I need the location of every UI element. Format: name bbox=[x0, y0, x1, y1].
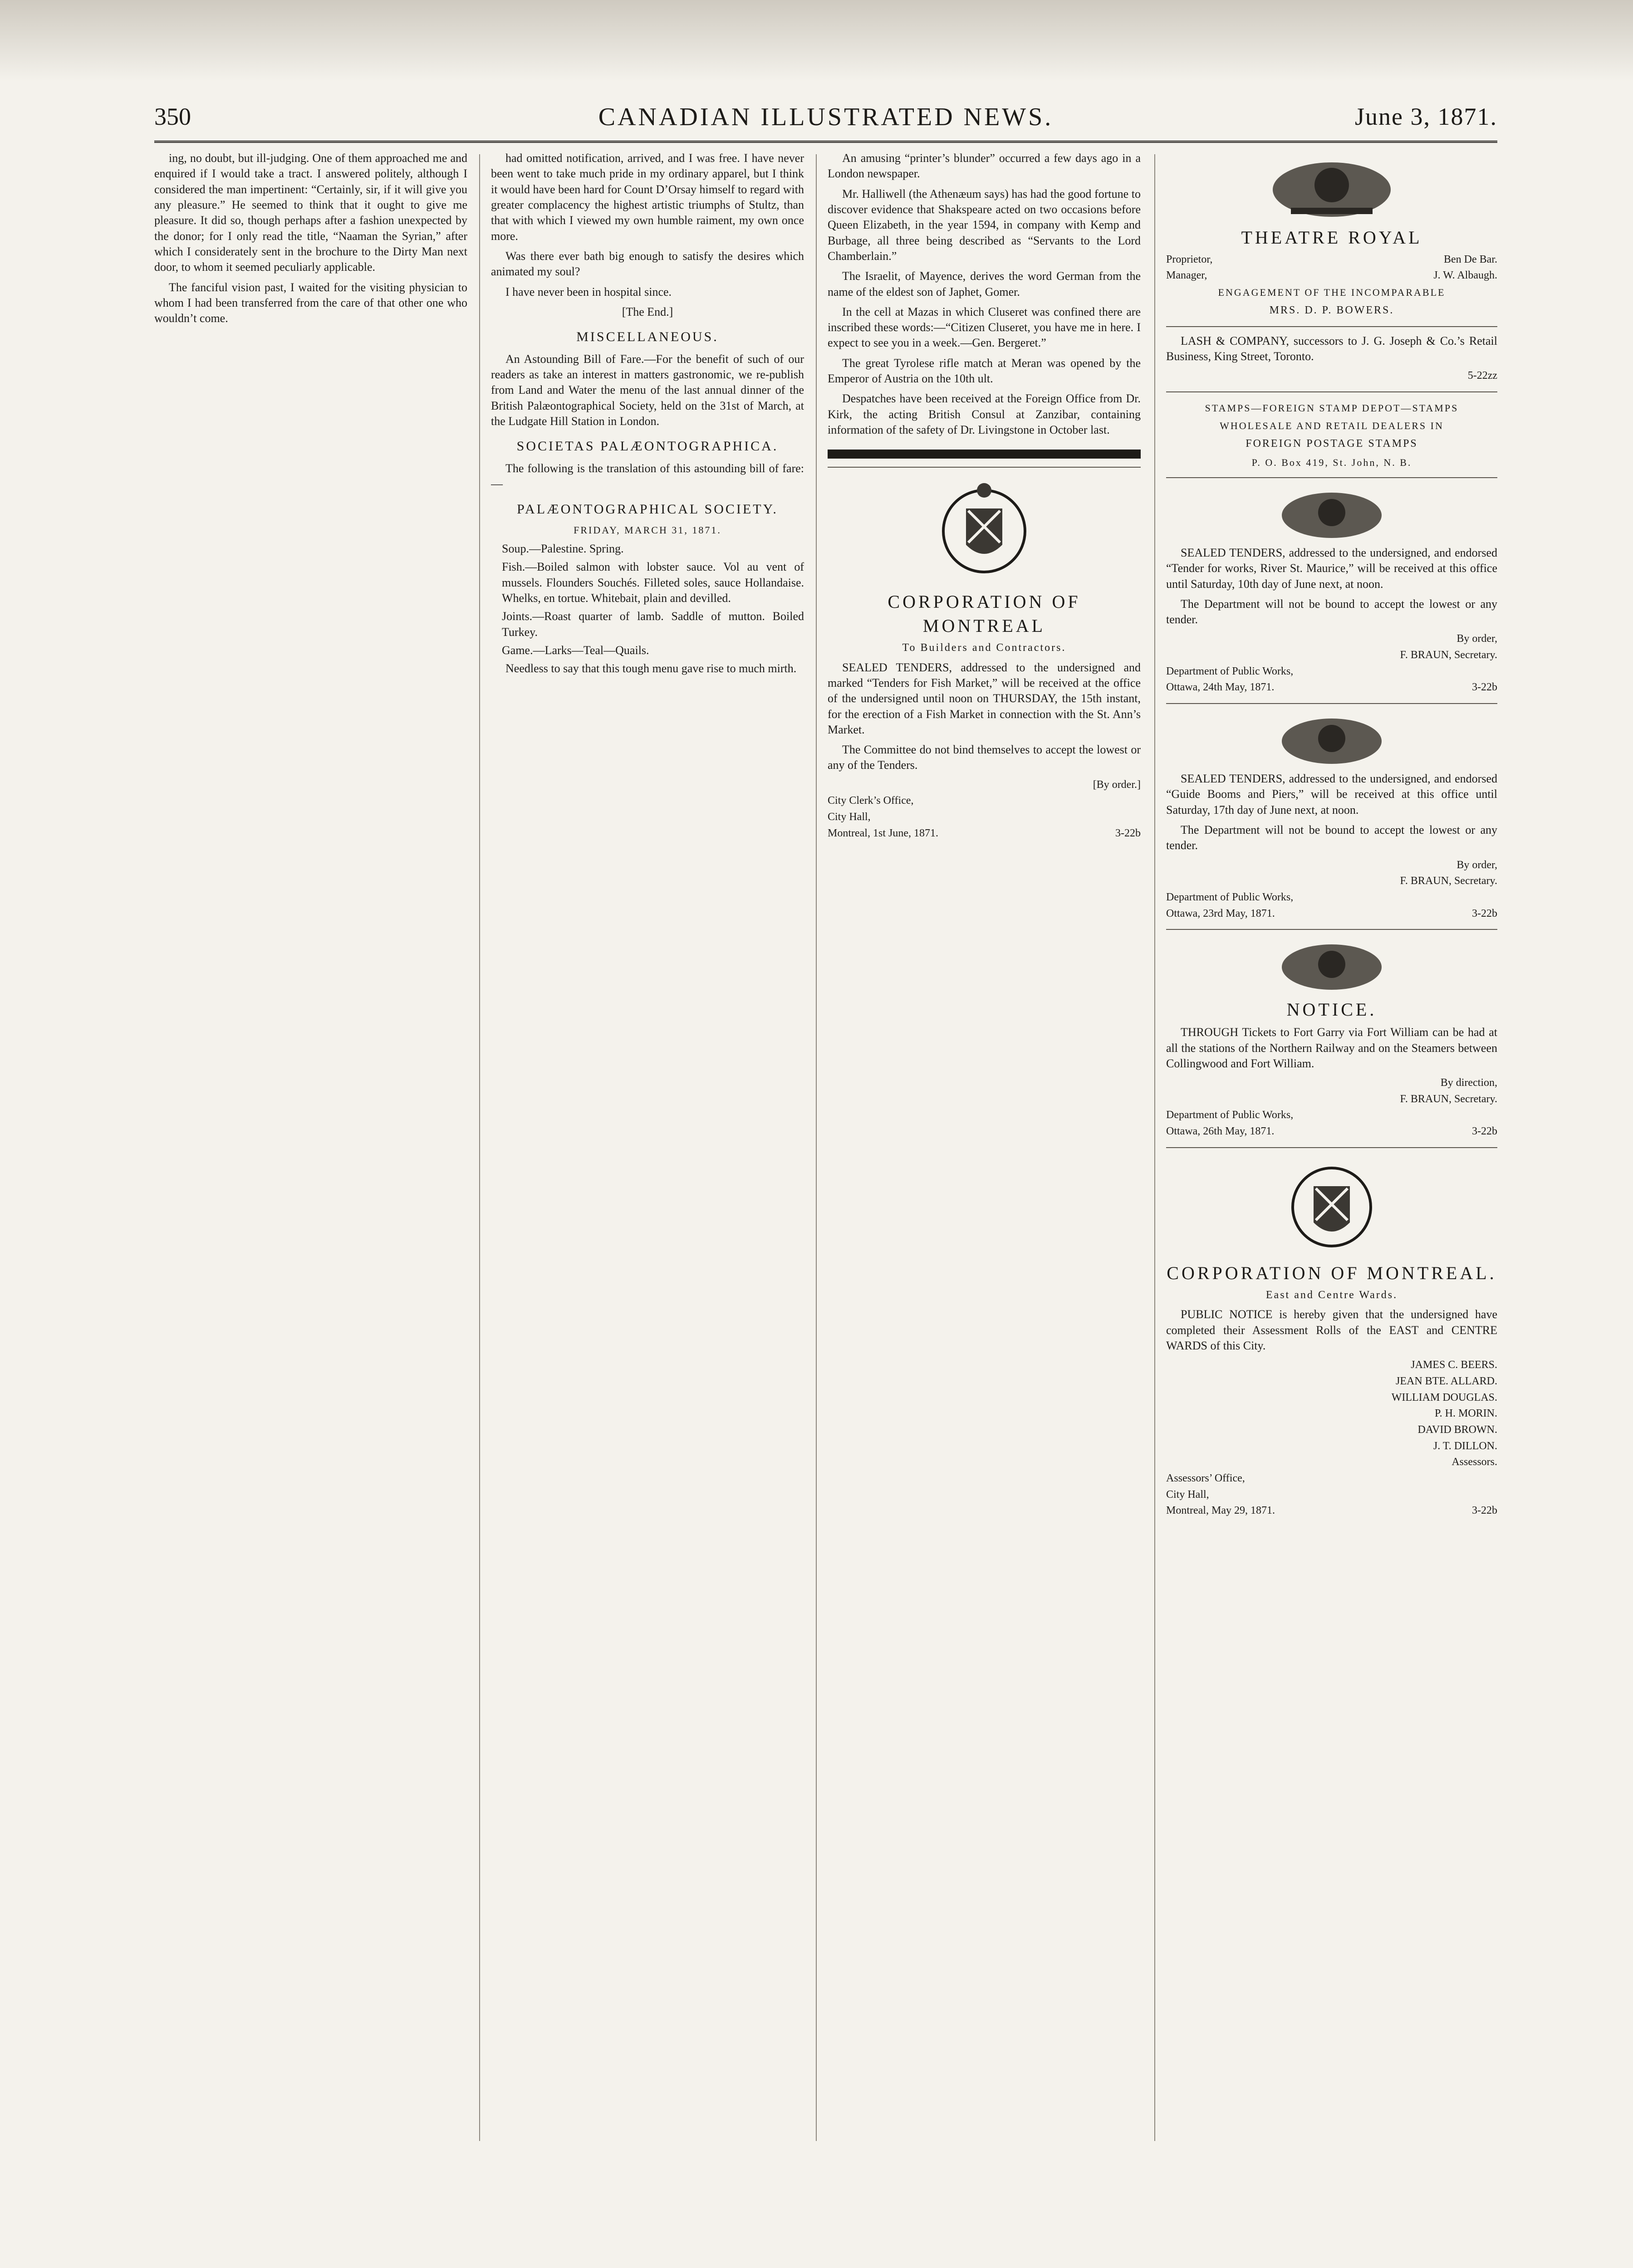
theatre-royal-ad bbox=[1166, 153, 1497, 318]
lash-company-ad bbox=[1166, 326, 1497, 383]
corporation-title: CORPORATION OF MONTREAL. bbox=[1167, 1262, 1497, 1283]
ad-subtitle: To Builders and Contractors. bbox=[902, 641, 1066, 654]
ad-note: The Department will not be bound to accept the lowest or any tender. bbox=[1166, 597, 1497, 626]
assessor-name: JEAN BTE. ALLARD. bbox=[1396, 1375, 1497, 1387]
news-paragraph: Despatches have been received at the Foreign Office from Dr. Kirk, the acting British Consul at Zanzibar, containing information of the safety of Dr. Livingstone in October last. bbox=[828, 392, 1141, 436]
ad-office-line: City Hall, bbox=[828, 811, 871, 823]
news-paragraph: The great Tyrolese rifle match at Meran was opened by the Emperor of Austria on the 10th ult. bbox=[828, 356, 1141, 386]
ad-department: Department of Public Works, bbox=[1166, 665, 1294, 677]
ad-by-order: By direction, bbox=[1440, 1077, 1497, 1089]
ad-place-date: Ottawa, 23rd May, 1871. bbox=[1166, 907, 1275, 919]
latin-menu-heading: SOCIETAS PALÆONTOGRAPHICA. bbox=[516, 439, 779, 454]
ad-body: SEALED TENDERS, addressed to the undersigned, and endorsed “Tender for works, River St. Maurice,” will be received at this office until Saturday, 10th day of June next, at noon. bbox=[1166, 546, 1497, 591]
news-paragraph: Mr. Halliwell (the Athenæum says) has had the good fortune to discover evidence that Shakspeare acted on two occasions before Queen Elizabeth, in the year 1594, in company with Kemp and Burbage, all three being described as “Servants to the Lord Chamberlain.” bbox=[828, 187, 1141, 263]
assessor-name: JAMES C. BEERS. bbox=[1411, 1359, 1497, 1371]
fort-garry-notice-ad bbox=[1166, 929, 1497, 1139]
royal-arms-icon bbox=[1273, 939, 1391, 993]
ad-code: 3-22b bbox=[1472, 907, 1497, 919]
miscellaneous-heading: MISCELLANEOUS. bbox=[576, 329, 719, 345]
ad-body: PUBLIC NOTICE is hereby given that the undersigned have completed their Assessment Rolls of the EAST and CENTRE WARDS of this City. bbox=[1166, 1308, 1497, 1352]
manager-name: J. W. Albaugh. bbox=[1433, 269, 1497, 282]
ad-code: 3-22b bbox=[1472, 1125, 1497, 1138]
ad-office-line: Assessors’ Office, bbox=[1166, 1472, 1245, 1484]
stamp-address: P. O. Box 419, St. John, N. B. bbox=[1251, 456, 1412, 468]
issue-date: June 3, 1871. bbox=[1355, 103, 1497, 130]
ad-signature: F. BRAUN, Secretary. bbox=[1400, 875, 1497, 887]
story-paragraph: ing, no doubt, but ill-judging. One of them approached me and enquired if I would take a tract. I answered politely, although I considered the man impertinent: “Certainly, sir, if it will give you any pleasure.” He seemed to think that it ought to give me pleasure. It did so, though perhaps after a fashion unexpected by the donor; for I only read the title, “Naaman the Syrian,” after which I considerately sent in the brochure to the Dirty Man next door, to whom it seemed peculiarly applicable. bbox=[154, 152, 467, 274]
column-4 bbox=[1166, 151, 1497, 2146]
ad-code: 5-22zz bbox=[1467, 370, 1497, 382]
manager-label: Manager, bbox=[1166, 269, 1207, 282]
stamp-depot-ad bbox=[1166, 391, 1497, 469]
translation-intro: The following is the translation of this astounding bill of fare:— bbox=[491, 461, 804, 491]
fish-market-tender-ad bbox=[828, 467, 1141, 841]
column-1 bbox=[154, 151, 467, 2146]
story-paragraph: The fanciful vision past, I waited for the visiting physician to whom I had been transferred from the care of that other one who wouldn’t come. bbox=[154, 280, 467, 325]
star-name: MRS. D. P. BOWERS. bbox=[1269, 304, 1394, 317]
guide-booms-tender-ad bbox=[1166, 703, 1497, 921]
story-paragraph: had omitted notification, arrived, and I was free. I have never been went to take much pride in my ordinary apparel, but I think it would have been hard for Count D’Orsay himself to regard with greater complacency the highest artistic triumphs of Stultz, than that with which I viewed my own humble raiment, my own once more. bbox=[491, 152, 804, 243]
menu-closing: Needless to say that this tough menu gave rise to much mirth. bbox=[505, 662, 797, 675]
story-end-mark: [The End.] bbox=[622, 305, 673, 318]
city-of-montreal-seal-icon bbox=[939, 477, 1030, 586]
ad-by-order: By order, bbox=[1456, 633, 1497, 645]
menu-date: FRIDAY, MARCH 31, 1871. bbox=[574, 524, 721, 536]
ad-body: LASH & COMPANY, successors to J. G. Joseph & Co.’s Retail Business, King Street, Toronto. bbox=[1166, 334, 1497, 363]
ad-department: Department of Public Works, bbox=[1166, 1109, 1294, 1121]
city-of-montreal-seal-icon bbox=[1286, 1157, 1377, 1257]
ad-code: 3-22b bbox=[1115, 827, 1141, 839]
engagement-line: ENGAGEMENT OF THE INCOMPARABLE bbox=[1218, 287, 1446, 298]
stamp-line: FOREIGN POSTAGE STAMPS bbox=[1246, 438, 1418, 450]
column-3 bbox=[828, 151, 1141, 2146]
ad-office-line: Montreal, 1st June, 1871. bbox=[828, 827, 938, 839]
ad-place-date: Ottawa, 24th May, 1871. bbox=[1166, 681, 1275, 694]
masthead bbox=[154, 100, 1497, 141]
proprietor-label: Proprietor, bbox=[1166, 253, 1213, 265]
ad-department: Department of Public Works, bbox=[1166, 891, 1294, 904]
section-rule bbox=[828, 450, 1141, 459]
ad-signature: F. BRAUN, Secretary. bbox=[1400, 649, 1497, 661]
ad-body: SEALED TENDERS, addressed to the undersigned and marked “Tenders for Fish Market,” will be received at the office of the undersigned until noon on THURSDAY, the 15th instant, for the erection of a Fish Market in connection with the St. Ann’s Market. bbox=[828, 660, 1141, 736]
page-edge-shadow bbox=[0, 0, 1633, 82]
menu-course: Fish.—Boiled salmon with lobster sauce. Vol au vent of mussels. Flounders Souchés. Filleted soles, sauce Hollandaise. Whelks, en tortue. Whitebait, plain and devilled. bbox=[502, 560, 804, 605]
ad-office-line: City Clerk’s Office, bbox=[828, 795, 914, 807]
ad-body: SEALED TENDERS, addressed to the undersigned, and endorsed “Guide Booms and Piers,” will be received at this office until Saturday, 17th day of June next, at noon. bbox=[1166, 772, 1497, 816]
masthead-rule bbox=[154, 141, 1497, 143]
ad-note: The Committee do not bind themselves to accept the lowest or any of the Tenders. bbox=[828, 743, 1141, 772]
royal-arms-icon bbox=[1273, 713, 1391, 767]
page-number: 350 bbox=[154, 103, 191, 130]
menu-course: Soup.—Palestine. Spring. bbox=[502, 542, 624, 556]
english-menu-heading: PALÆONTOGRAPHICAL SOCIETY. bbox=[517, 501, 778, 517]
column-divider bbox=[816, 154, 817, 2141]
corporation-subtitle: East and Centre Wards. bbox=[1265, 1289, 1398, 1301]
royal-arms-icon bbox=[1273, 487, 1391, 542]
ad-title: CORPORATION OF MONTREAL bbox=[888, 591, 1081, 636]
stamp-line: WHOLESALE AND RETAIL DEALERS IN bbox=[1220, 420, 1444, 432]
menu-course: Game.—Larks—Teal—Quails. bbox=[502, 644, 649, 657]
ad-office-line: Montreal, May 29, 1871. bbox=[1166, 1505, 1275, 1517]
news-paragraph: In the cell at Mazas in which Cluseret was confined there are inscribed these words:—“Citizen Cluseret, you have me in here. I expect to see you in a week.—Gen. Bergeret.” bbox=[828, 305, 1141, 350]
ad-note: The Department will not be bound to accept the lowest or any tender. bbox=[1166, 823, 1497, 852]
stamp-heading: STAMPS—FOREIGN STAMP DEPOT—STAMPS bbox=[1205, 402, 1459, 414]
assessor-name: WILLIAM DOUGLAS. bbox=[1391, 1391, 1497, 1403]
news-paragraph: The Israelit, of Mayence, derives the word German from the name of the eldest son of Japhet, Gomer. bbox=[828, 269, 1141, 298]
story-paragraph: I have never been in hospital since. bbox=[505, 285, 672, 298]
assessment-rolls-ad bbox=[1166, 1147, 1497, 1518]
newspaper-title: CANADIAN ILLUSTRATED NEWS. bbox=[598, 103, 1054, 131]
river-st-maurice-tender-ad bbox=[1166, 477, 1497, 695]
ad-by-order: By order, bbox=[1456, 859, 1497, 871]
notice-title: NOTICE. bbox=[1286, 999, 1377, 1020]
ad-code: 3-22b bbox=[1472, 1505, 1497, 1517]
news-paragraph: An amusing “printer’s blunder” occurred a few days ago in a London newspaper. bbox=[828, 152, 1141, 181]
theatre-title: THEATRE ROYAL bbox=[1241, 227, 1422, 248]
column-2 bbox=[491, 151, 804, 2146]
ad-place-date: Ottawa, 26th May, 1871. bbox=[1166, 1125, 1275, 1138]
column-divider bbox=[1154, 154, 1155, 2141]
ad-office-line: City Hall, bbox=[1166, 1488, 1209, 1501]
ad-code: 3-22b bbox=[1472, 681, 1497, 694]
assessor-name: J. T. DILLON. bbox=[1433, 1440, 1497, 1452]
bill-of-fare-intro: An Astounding Bill of Fare.—For the benefit of such of our readers as take an interest in matters gastronomic, we re-publish from Land and Water the menu of the last annual dinner of the British Palæontographical Society, held on the 31st of March, at the Ludgate Hill Station in London. bbox=[491, 352, 804, 428]
assessor-name: P. H. MORIN. bbox=[1434, 1408, 1497, 1420]
ad-signed: [By order.] bbox=[1093, 778, 1141, 791]
assessors-label: Assessors. bbox=[1452, 1456, 1497, 1468]
ad-body: THROUGH Tickets to Fort Garry via Fort William can be had at all the stations of the Northern Railway and on the Steamers between Collingwood and Fort William. bbox=[1166, 1026, 1497, 1070]
assessor-name: DAVID BROWN. bbox=[1417, 1423, 1497, 1436]
royal-arms-icon bbox=[1264, 153, 1400, 221]
proprietor-name: Ben De Bar. bbox=[1444, 253, 1497, 265]
column-divider bbox=[479, 154, 480, 2141]
ad-signature: F. BRAUN, Secretary. bbox=[1400, 1093, 1497, 1105]
story-paragraph: Was there ever bath big enough to satisfy the desires which animated my soul? bbox=[491, 249, 804, 279]
menu-course: Joints.—Roast quarter of lamb. Saddle of mutton. Boiled Turkey. bbox=[502, 610, 804, 639]
